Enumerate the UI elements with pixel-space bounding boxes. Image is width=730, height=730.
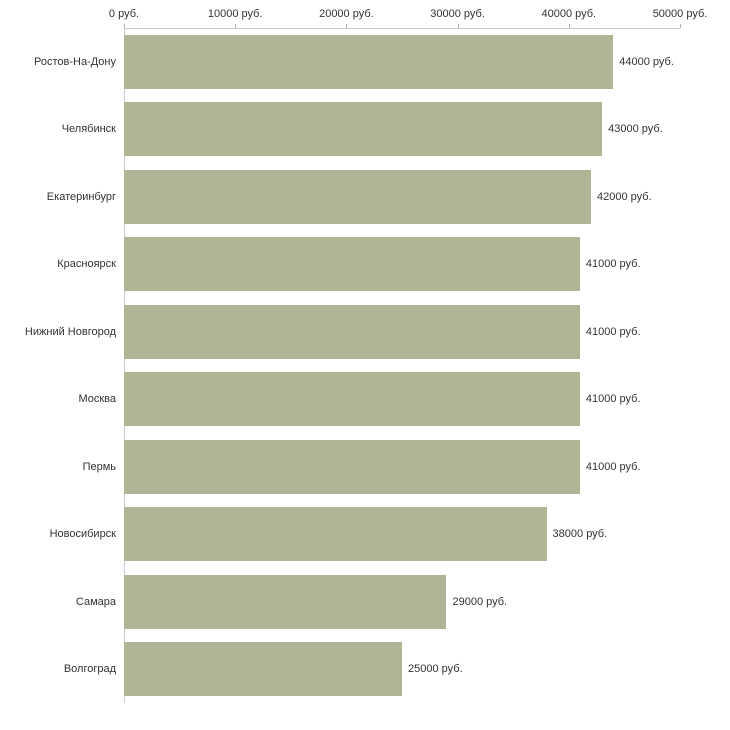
bar-value-label: 25000 руб. xyxy=(408,663,463,676)
bar[interactable] xyxy=(124,305,580,359)
bar-row xyxy=(82,433,680,501)
bar[interactable] xyxy=(124,575,446,629)
bar-value-label: 44000 руб. xyxy=(619,55,674,68)
plot-area xyxy=(24,28,680,703)
bar[interactable] xyxy=(124,102,602,156)
x-axis-top xyxy=(108,0,708,28)
bar-value-label: 38000 руб. xyxy=(552,528,608,541)
x-axis-tick-label: 50000 руб. xyxy=(652,8,708,20)
bar-row xyxy=(57,231,680,299)
bar-row xyxy=(75,568,680,636)
x-axis-tick-label: 0 руб. xyxy=(108,8,140,20)
category-label: Екатеринбург xyxy=(46,190,116,203)
bar-value-label: 43000 руб. xyxy=(608,123,663,136)
bar-row xyxy=(33,28,680,96)
category-label: Ростов-На-Дону xyxy=(33,55,116,68)
bar-row xyxy=(63,636,680,704)
bar-value-label: 41000 руб. xyxy=(585,460,641,473)
bar[interactable] xyxy=(124,642,402,696)
bar-value-label: 29000 руб. xyxy=(452,595,508,608)
category-label: Челябинск xyxy=(61,123,116,136)
bar-value-label: 41000 руб. xyxy=(585,325,641,338)
category-label: Пермь xyxy=(82,460,116,473)
category-label: Волгоград xyxy=(63,663,116,676)
bar-row xyxy=(46,163,680,231)
category-label: Москва xyxy=(78,393,116,406)
bar-row xyxy=(61,96,680,164)
bar-value-label: 42000 руб. xyxy=(597,190,652,203)
x-axis-tick-label: 30000 руб. xyxy=(430,8,485,20)
bar[interactable] xyxy=(124,372,580,426)
x-axis-tick-label: 10000 руб. xyxy=(207,8,263,20)
category-label: Новосибирск xyxy=(49,528,116,541)
category-label: Красноярск xyxy=(57,258,116,271)
bar-row xyxy=(24,298,680,366)
bar[interactable] xyxy=(124,35,613,89)
category-label: Нижний Новгород xyxy=(24,325,116,338)
bar[interactable] xyxy=(124,440,580,494)
x-axis-tick-label: 20000 руб. xyxy=(319,8,374,20)
x-axis-tick-mark xyxy=(680,24,681,28)
bar-value-label: 41000 руб. xyxy=(585,258,641,271)
bar-row xyxy=(78,366,680,434)
x-axis-tick-label: 40000 руб. xyxy=(541,8,597,20)
category-label: Самара xyxy=(75,595,116,608)
bar[interactable] xyxy=(124,237,580,291)
bar-row xyxy=(49,501,680,569)
bar[interactable] xyxy=(124,170,591,224)
bar[interactable] xyxy=(124,507,547,561)
bar-value-label: 41000 руб. xyxy=(585,393,641,406)
